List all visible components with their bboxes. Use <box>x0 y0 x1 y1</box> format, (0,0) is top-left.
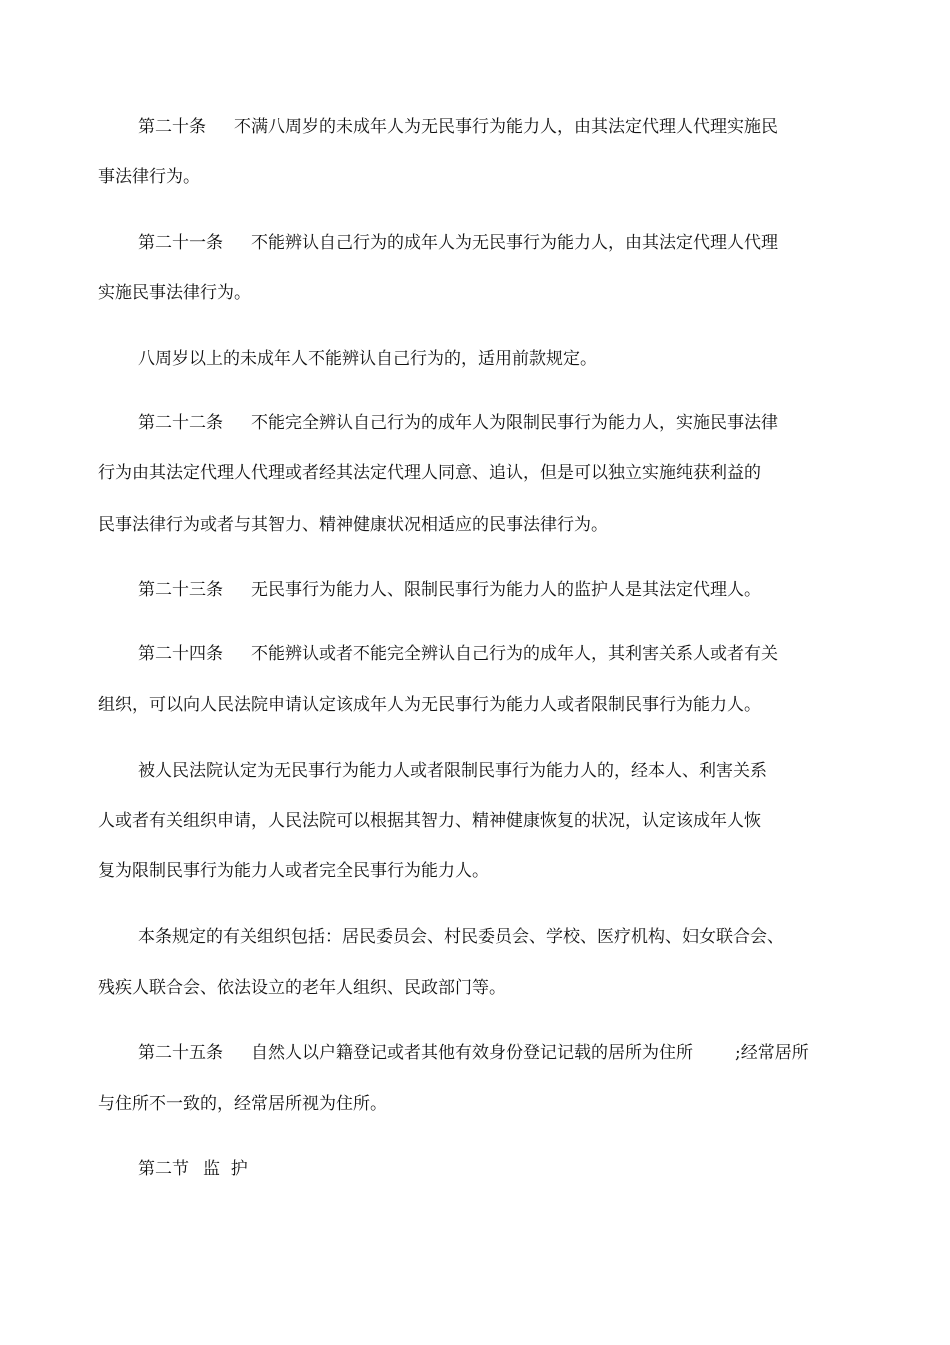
article-24-line-1 <box>138 643 778 665</box>
article-21-line-2: 实施民事法律行为。 <box>98 283 251 303</box>
article-21-paragraph-2: 八周岁以上的未成年人不能辨认自己行为的，适用前款规定。 <box>138 349 597 369</box>
section-label: 第二节 <box>138 1159 189 1179</box>
article-24-paragraph-2-line-2: 人或者有关组织申请，人民法院可以根据其智力、精神健康恢复的状况，认定该成年人恢 <box>98 811 761 831</box>
section-heading <box>138 1158 248 1180</box>
article-24-paragraph-3-line-2: 残疾人联合会、依法设立的老年人组织、民政部门等。 <box>98 978 506 998</box>
section-title: 监 护 <box>203 1159 248 1179</box>
article-23-number: 第二十三条 <box>138 580 223 600</box>
article-23-line-1 <box>138 579 761 601</box>
article-24-line-2: 组织，可以向人民法院申请认定该成年人为无民事行为能力人或者限制民事行为能力人。 <box>98 695 761 715</box>
article-25-line-2: 与住所不一致的，经常居所视为住所。 <box>98 1094 387 1114</box>
article-23-text-1: 无民事行为能力人、限制民事行为能力人的监护人是其法定代理人。 <box>251 580 761 600</box>
article-24-paragraph-2-line-3: 复为限制民事行为能力人或者完全民事行为能力人。 <box>98 861 489 881</box>
article-20-text-1: 不满八周岁的未成年人为无民事行为能力人，由其法定代理人代理实施民 <box>234 117 778 137</box>
article-24-text-1: 不能辨认或者不能完全辨认自己行为的成年人，其利害关系人或者有关 <box>251 644 778 664</box>
article-25-number: 第二十五条 <box>138 1043 223 1063</box>
article-22-number: 第二十二条 <box>138 413 223 433</box>
article-21-text-1: 不能辨认自己行为的成年人为无民事行为能力人，由其法定代理人代理 <box>251 233 778 253</box>
article-25-text-1b: ;经常居所 <box>735 1043 809 1063</box>
article-22-line-3: 民事法律行为或者与其智力、精神健康状况相适应的民事法律行为。 <box>98 515 608 535</box>
article-20-line-1 <box>138 116 778 138</box>
article-25-line-1 <box>138 1042 809 1064</box>
article-24-paragraph-2-line-1: 被人民法院认定为无民事行为能力人或者限制民事行为能力人的，经本人、利害关系 <box>138 761 767 781</box>
article-20-line-2: 事法律行为。 <box>98 167 200 187</box>
article-24-number: 第二十四条 <box>138 644 223 664</box>
article-24-paragraph-3-line-1: 本条规定的有关组织包括：居民委员会、村民委员会、学校、医疗机构、妇女联合会、 <box>138 927 784 947</box>
article-25-text-1a: 自然人以户籍登记或者其他有效身份登记记载的居所为住所 <box>251 1043 693 1063</box>
article-20-number: 第二十条 <box>138 117 206 137</box>
article-21-number: 第二十一条 <box>138 233 223 253</box>
article-22-line-1 <box>138 412 778 434</box>
article-22-text-1: 不能完全辨认自己行为的成年人为限制民事行为能力人，实施民事法律 <box>251 413 778 433</box>
article-22-line-2: 行为由其法定代理人代理或者经其法定代理人同意、追认，但是可以独立实施纯获利益的 <box>98 463 761 483</box>
article-21-line-1 <box>138 232 778 254</box>
